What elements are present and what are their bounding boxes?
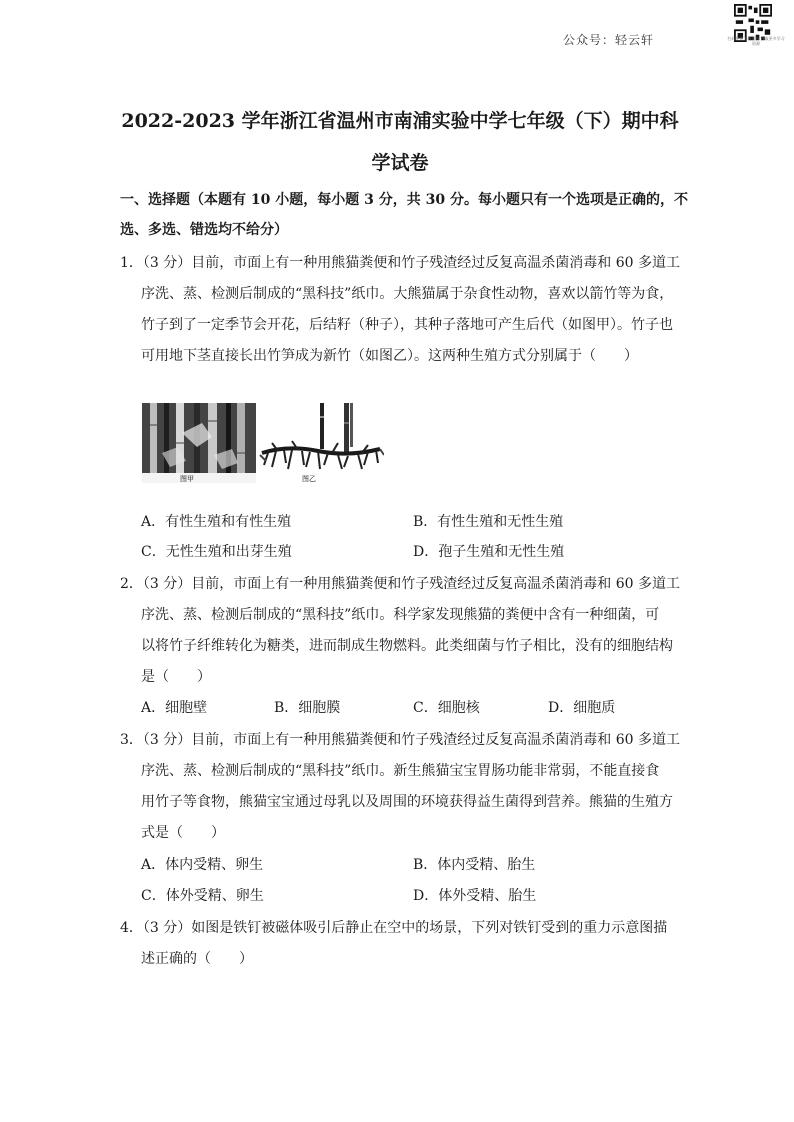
q4-line: 4．（3 分）如图是铁钉被磁体吸引后静止在空中的场景，下列对铁钉受到的重力示意图描 [120,920,668,936]
q3-option-a[interactable]: A．体内受精、卵生 [141,857,264,873]
figure-caption-b: 图乙 [302,475,316,483]
q2-line: 序洗、蒸、检测后制成的“黑科技”纸巾。科学家发现熊猫的粪便中含有一种细菌，可 [141,607,660,623]
q1-option-c[interactable]: C．无性生殖和出芽生殖 [141,544,292,560]
q3-option-d[interactable]: D．体外受精、胎生 [413,888,537,904]
q3-option-b[interactable]: B．体内受精、胎生 [413,857,536,873]
q1-option-a[interactable]: A．有性生殖和有性生殖 [141,514,292,530]
q1-line: 序洗、蒸、检测后制成的“黑科技”纸巾。大熊猫属于杂食性动物，喜欢以箭竹等为食， [141,286,674,302]
q1-option-d[interactable]: D．孢子生殖和无性生殖 [413,544,565,560]
q3-line: 3．（3 分）目前，市面上有一种用熊猫粪便和竹子残渣经过反复高温杀菌消毒和 60 多道工 [120,732,680,748]
q2-option-d[interactable]: D．细胞质 [548,700,616,716]
q1-line: 1．（3 分）目前，市面上有一种用熊猫粪便和竹子残渣经过反复高温杀菌消毒和 60 多道工 [120,255,680,271]
section-heading-line1: 一、选择题（本题有 10 小题，每小题 3 分，共 30 分。每小题只有一个选项是正确的，不 [120,192,688,208]
bamboo-seed-photo [142,403,256,483]
q3-option-c[interactable]: C．体外受精、卵生 [141,888,264,904]
page-title-line1: 2022-2023 学年浙江省温州市南浦实验中学七年级（下）期中科 [121,110,679,132]
q3-line: 式是（ ） [141,825,225,841]
q1-line: 竹子到了一定季节会开花，后结籽（种子），其种子落地可产生后代（如图甲）。竹子也 [141,317,673,333]
q2-line: 是（ ） [141,669,211,685]
q3-line: 序洗、蒸、检测后制成的“黑科技”纸巾。新生熊猫宝宝胃肠功能非常弱，不能直接食 [141,763,660,779]
q2-option-b[interactable]: B．细胞膜 [274,700,341,716]
q1-line: 可用地下茎直接长出竹笋成为新竹（如图乙）。这两种生殖方式分别属于（ ） [141,348,638,364]
q2-line: 2．（3 分）目前，市面上有一种用熊猫粪便和竹子残渣经过反复高温杀菌消毒和 60 多道工 [120,576,680,592]
figure-caption-a: 图甲 [180,475,194,483]
qr-caption: 扫码免费下载资料 获取更多学习资源 [727,36,785,46]
q2-option-a[interactable]: A．细胞壁 [141,700,208,716]
section-heading-line2: 选、多选、错选均不给分） [120,222,288,238]
q1-option-b[interactable]: B．有性生殖和无性生殖 [413,514,564,530]
bamboo-rhizome-photo [258,403,384,483]
page-title-line2: 学试卷 [371,152,429,174]
q2-line: 以将竹子纤维转化为糖类，进而制成生物燃料。此类细菌与竹子相比，没有的细胞结构 [141,638,673,654]
publisher-label: 公众号：轻云轩 [563,33,655,47]
q3-line: 用竹子等食物，熊猫宝宝通过母乳以及周围的环境获得益生菌得到营养。熊猫的生殖方 [141,794,673,810]
q2-option-c[interactable]: C．细胞核 [413,700,480,716]
q4-line: 述正确的（ ） [141,951,253,967]
